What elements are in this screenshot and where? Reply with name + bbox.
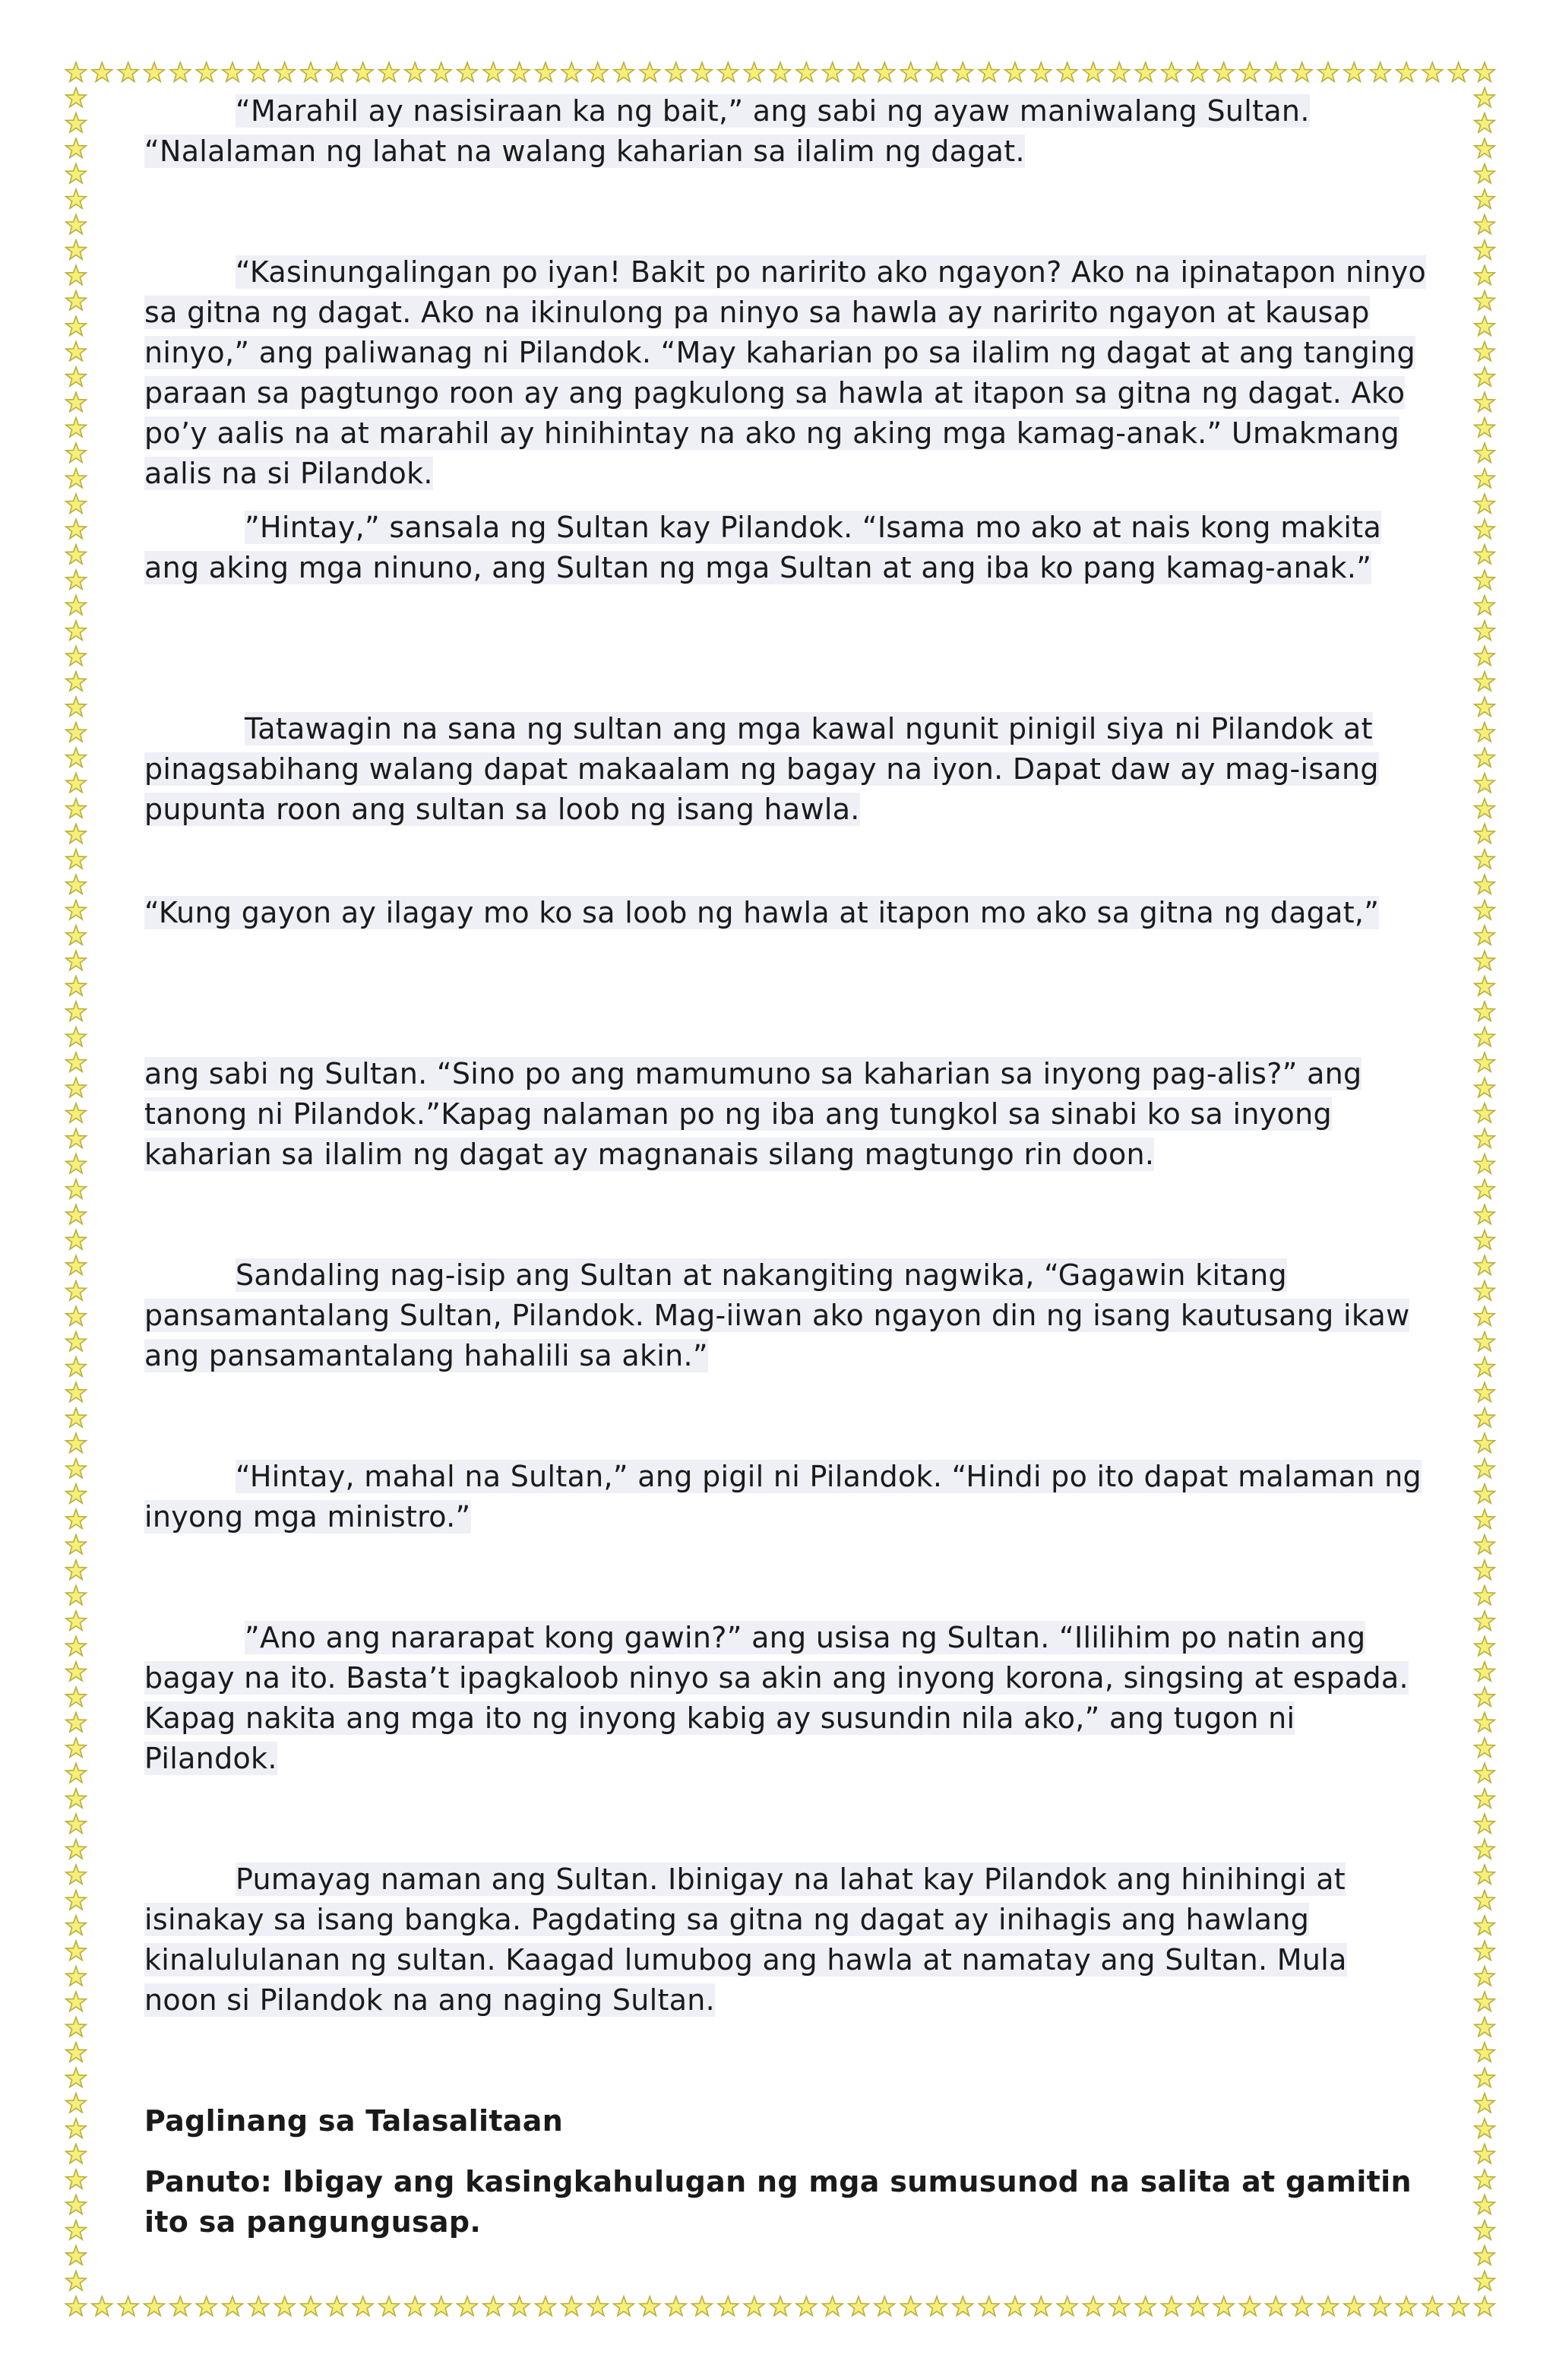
paragraph: Tatawagin na sana ng sultan ang mga kawal ngunit pinigil siya ni Pilandok at pinagsabihang walang dapat makaalam ng bagay na iyon. Dapat daw ay mag-isang pupunta roon ang sultan sa loob ng isang hawla.	[144, 712, 1379, 826]
border-star-icon	[66, 62, 87, 81]
border-star-icon	[66, 87, 87, 106]
border-star-icon	[1475, 1078, 1495, 1097]
border-star-icon	[92, 2296, 112, 2315]
border-star-icon	[1475, 1332, 1495, 1351]
border-star-icon	[66, 469, 87, 488]
border-star-icon	[66, 545, 87, 564]
border-star-icon	[66, 1179, 87, 1198]
border-star-icon	[796, 62, 817, 81]
border-star-icon	[1475, 87, 1495, 106]
border-star-icon	[1422, 62, 1443, 81]
border-star-icon	[66, 672, 87, 691]
border-star-icon	[66, 1738, 87, 1757]
border-star-icon	[1475, 519, 1495, 538]
paragraph: “Hintay, mahal na Sultan,” ang pigil ni Pilandok. “Hindi po ito dapat malaman ng inyong mga ministro.”	[144, 1460, 1422, 1533]
border-star-icon	[1475, 1941, 1495, 1960]
border-star-icon	[953, 2296, 973, 2315]
paragraph: “Marahil ay nasisiraan ka ng bait,” ang sabi ng ayaw maniwalang Sultan. “Nalalaman ng lahat na walang kaharian sa ilalim ng dagat.	[144, 94, 1310, 168]
border-star-icon	[1475, 646, 1495, 665]
border-star-icon	[353, 2296, 373, 2315]
border-star-icon	[66, 1154, 87, 1173]
border-star-icon	[1475, 1916, 1495, 1935]
border-star-icon	[66, 443, 87, 462]
border-star-icon	[1475, 2296, 1495, 2315]
border-star-icon	[1370, 2296, 1390, 2315]
border-star-icon	[1266, 62, 1286, 81]
border-star-icon	[979, 2296, 999, 2315]
border-star-icon	[66, 265, 87, 284]
border-star-icon	[1475, 1509, 1495, 1528]
border-star-icon	[327, 62, 347, 81]
border-star-icon	[1475, 951, 1495, 970]
border-star-icon	[1162, 62, 1182, 81]
border-star-icon	[770, 2296, 791, 2315]
border-star-icon	[66, 1357, 87, 1376]
border-star-icon	[1188, 2296, 1208, 2315]
border-star-icon	[1448, 2296, 1469, 2315]
border-star-icon	[1475, 2271, 1495, 2290]
border-star-icon	[1475, 2094, 1495, 2113]
border-star-icon	[431, 62, 451, 81]
border-star-icon	[666, 62, 686, 81]
border-star-icon	[66, 1230, 87, 1249]
border-star-icon	[66, 1255, 87, 1274]
border-star-icon	[66, 189, 87, 208]
border-star-icon	[457, 2296, 478, 2315]
border-star-icon	[1422, 2296, 1443, 2315]
border-star-icon	[1135, 2296, 1156, 2315]
border-star-icon	[1475, 1103, 1495, 1122]
instruction-text: Panuto: Ibigay ang kasingkahulugan ng mga sumusunod na salita at gamitin ito sa pangungusap.	[144, 2165, 1412, 2239]
border-star-icon	[66, 494, 87, 513]
border-star-icon	[1475, 62, 1495, 81]
border-star-icon	[1475, 926, 1495, 945]
border-star-icon	[1475, 2018, 1495, 2037]
border-star-icon	[66, 1306, 87, 1325]
border-star-icon	[66, 1840, 87, 1859]
border-star-icon	[1475, 1154, 1495, 1173]
border-star-icon	[1109, 2296, 1130, 2315]
border-star-icon	[1266, 2296, 1286, 2315]
border-star-icon	[66, 596, 87, 615]
border-star-icon	[718, 2296, 738, 2315]
border-star-icon	[718, 62, 738, 81]
border-star-icon	[1475, 291, 1495, 310]
border-star-icon	[536, 62, 556, 81]
border-star-icon	[66, 1865, 87, 1884]
border-star-icon	[874, 2296, 895, 2315]
border-star-icon	[1475, 976, 1495, 995]
border-star-icon	[66, 1992, 87, 2011]
border-star-icon	[431, 2296, 451, 2315]
border-star-icon	[587, 2296, 608, 2315]
border-star-icon	[1083, 2296, 1104, 2315]
border-star-icon	[274, 62, 295, 81]
border-star-icon	[1475, 469, 1495, 488]
border-star-icon	[66, 164, 87, 183]
border-star-icon	[66, 570, 87, 589]
border-star-icon	[1475, 1738, 1495, 1757]
border-star-icon	[1475, 1611, 1495, 1630]
border-star-icon	[1475, 164, 1495, 183]
border-star-icon	[66, 2220, 87, 2239]
paragraph: “Kasinungalingan po iyan! Bakit po naririto ako ngayon? Ako na ipinatapon ninyo sa gitna ng dagat. Ako na ikinulong pa ninyo sa hawla ay naririto ngayon at kausap ninyo,” ang paliwanag ni Pilandok. “May kaharian po sa ilalim ng dagat at ang tanging paraan sa pagtungo roon ay ang pagkulong sa hawla at itapon sa gitna ng dagat. Ako po’y aalis na at marahil ay hinihintay na ako ng aking mga kamag-anak.” Umakmang aalis na si Pilandok.	[144, 255, 1427, 490]
border-star-icon	[66, 1078, 87, 1097]
border-star-icon	[640, 2296, 660, 2315]
border-star-icon	[66, 621, 87, 640]
border-star-icon	[66, 799, 87, 818]
border-star-icon	[457, 62, 478, 81]
border-star-icon	[1109, 62, 1130, 81]
border-star-icon	[1396, 2296, 1417, 2315]
border-star-icon	[1005, 2296, 1026, 2315]
border-star-icon	[405, 62, 425, 81]
border-star-icon	[1475, 1967, 1495, 1986]
border-star-icon	[979, 62, 999, 81]
border-star-icon	[666, 2296, 686, 2315]
border-star-icon	[822, 62, 843, 81]
border-star-icon	[1475, 2144, 1495, 2163]
border-star-icon	[1475, 2043, 1495, 2062]
border-star-icon	[66, 367, 87, 386]
border-star-icon	[66, 1484, 87, 1503]
border-star-icon	[1475, 1459, 1495, 1478]
border-star-icon	[66, 1636, 87, 1655]
border-star-icon	[1475, 392, 1495, 411]
border-star-icon	[1292, 62, 1312, 81]
border-star-icon	[66, 646, 87, 665]
border-star-icon	[1475, 824, 1495, 843]
border-star-icon	[1292, 2296, 1312, 2315]
border-star-icon	[1475, 1865, 1495, 1884]
border-star-icon	[66, 316, 87, 335]
border-star-icon	[1135, 62, 1156, 81]
border-star-icon	[692, 2296, 713, 2315]
border-star-icon	[1475, 900, 1495, 919]
border-star-icon	[1475, 1128, 1495, 1147]
border-star-icon	[66, 1662, 87, 1681]
border-star-icon	[1475, 1408, 1495, 1427]
border-star-icon	[248, 2296, 269, 2315]
border-star-icon	[66, 2094, 87, 2113]
border-star-icon	[1475, 1687, 1495, 1706]
border-star-icon	[692, 62, 713, 81]
border-star-icon	[66, 240, 87, 259]
border-star-icon	[1475, 2068, 1495, 2087]
border-star-icon	[1475, 240, 1495, 259]
paragraph: Sandaling nag-isip ang Sultan at nakangiting nagwika, “Gagawin kitang pansamantalang Sultan, Pilandok. Mag-iiwan ako ngayon din ng isang kautusang ikaw ang pansamantalang hahalili sa akin.”	[144, 1258, 1410, 1372]
border-star-icon	[66, 342, 87, 361]
border-star-icon	[66, 723, 87, 742]
border-star-icon	[1475, 189, 1495, 208]
border-star-icon	[1475, 1002, 1495, 1021]
border-star-icon	[1240, 62, 1260, 81]
border-star-icon	[66, 1408, 87, 1427]
border-star-icon	[953, 62, 973, 81]
border-star-icon	[1188, 62, 1208, 81]
border-star-icon	[587, 62, 608, 81]
border-star-icon	[66, 1509, 87, 1528]
border-star-icon	[1475, 265, 1495, 284]
border-star-icon	[66, 951, 87, 970]
border-star-icon	[1475, 1281, 1495, 1300]
paragraph: ”Ano ang nararapat kong gawin?” ang usisa ng Sultan. “Ililihim po natin ang bagay na ito. Basta’t ipagkaloob ninyo sa akin ang inyong korona, singsing at espada. Kapag nakita ang mga ito ng inyong kabig ay susundin nila ako,” ang tugon ni Pilandok.	[144, 1621, 1409, 1775]
border-star-icon	[1475, 621, 1495, 640]
border-star-icon	[66, 2068, 87, 2087]
border-star-icon	[66, 2119, 87, 2138]
border-star-icon	[1475, 1027, 1495, 1046]
border-star-icon	[900, 62, 921, 81]
border-star-icon	[66, 1891, 87, 1910]
paragraph: “Kung gayon ay ilagay mo ko sa loob ng hawla at itapon mo ako sa gitna ng dagat,”	[144, 896, 1380, 929]
border-star-icon	[1475, 1662, 1495, 1681]
border-star-icon	[66, 2271, 87, 2290]
border-star-icon	[849, 2296, 869, 2315]
border-star-icon	[327, 2296, 347, 2315]
border-star-icon	[1475, 418, 1495, 437]
border-star-icon	[66, 1204, 87, 1223]
border-star-icon	[1162, 2296, 1182, 2315]
border-star-icon	[66, 748, 87, 767]
border-star-icon	[1475, 367, 1495, 386]
border-star-icon	[66, 215, 87, 234]
border-star-icon	[144, 2296, 165, 2315]
border-star-icon	[509, 62, 530, 81]
border-star-icon	[822, 2296, 843, 2315]
border-star-icon	[223, 62, 243, 81]
border-star-icon	[66, 976, 87, 995]
border-star-icon	[1475, 1636, 1495, 1655]
border-star-icon	[509, 2296, 530, 2315]
border-star-icon	[66, 392, 87, 411]
border-star-icon	[1213, 2296, 1234, 2315]
border-star-icon	[196, 62, 217, 81]
border-star-icon	[66, 1789, 87, 1808]
border-star-icon	[1475, 723, 1495, 742]
border-star-icon	[66, 291, 87, 310]
border-star-icon	[1344, 62, 1365, 81]
border-star-icon	[1083, 62, 1104, 81]
border-star-icon	[1475, 1052, 1495, 1071]
border-star-icon	[170, 62, 191, 81]
border-star-icon	[1240, 2296, 1260, 2315]
border-star-icon	[1475, 1484, 1495, 1503]
border-star-icon	[1370, 62, 1390, 81]
border-star-icon	[1475, 799, 1495, 818]
border-star-icon	[66, 1052, 87, 1071]
border-star-icon	[66, 850, 87, 869]
border-star-icon	[66, 2245, 87, 2264]
border-star-icon	[614, 62, 634, 81]
border-star-icon	[1448, 62, 1469, 81]
border-star-icon	[1475, 2220, 1495, 2239]
border-star-icon	[405, 2296, 425, 2315]
border-star-icon	[744, 62, 764, 81]
border-star-icon	[66, 1002, 87, 1021]
border-star-icon	[66, 1332, 87, 1351]
border-star-icon	[483, 2296, 504, 2315]
border-star-icon	[1475, 748, 1495, 767]
section-title: Paglinang sa Talasalitaan	[144, 2104, 564, 2138]
border-star-icon	[66, 1763, 87, 1782]
border-star-icon	[1475, 2245, 1495, 2264]
border-star-icon	[66, 824, 87, 843]
border-star-icon	[248, 62, 269, 81]
border-star-icon	[1475, 1255, 1495, 1274]
border-star-icon	[274, 2296, 295, 2315]
paragraph: ”Hintay,” sansala ng Sultan kay Pilandok. “Isama mo ako at nais kong makita ang aking mga ninuno, ang Sultan ng mga Sultan at ang iba ko pang kamag-anak.”	[144, 511, 1382, 584]
border-star-icon	[1475, 774, 1495, 793]
border-star-icon	[1475, 1306, 1495, 1325]
border-star-icon	[66, 2043, 87, 2062]
border-star-icon	[1475, 1357, 1495, 1376]
border-star-icon	[640, 62, 660, 81]
border-star-icon	[66, 519, 87, 538]
border-star-icon	[66, 1027, 87, 1046]
border-star-icon	[66, 1687, 87, 1706]
border-star-icon	[1475, 1840, 1495, 1859]
border-star-icon	[66, 113, 87, 132]
border-star-icon	[118, 62, 138, 81]
border-star-icon	[1475, 1763, 1495, 1782]
border-star-icon	[301, 2296, 321, 2315]
border-star-icon	[66, 1433, 87, 1452]
border-star-icon	[1475, 113, 1495, 132]
border-star-icon	[66, 2296, 87, 2315]
border-star-icon	[900, 2296, 921, 2315]
border-star-icon	[1057, 62, 1077, 81]
border-star-icon	[1396, 62, 1417, 81]
border-star-icon	[353, 62, 373, 81]
border-star-icon	[118, 2296, 138, 2315]
border-star-icon	[1475, 1560, 1495, 1579]
border-star-icon	[1475, 1814, 1495, 1833]
border-star-icon	[1475, 850, 1495, 869]
border-star-icon	[770, 62, 791, 81]
border-star-icon	[1475, 1204, 1495, 1223]
border-star-icon	[1475, 1713, 1495, 1732]
border-star-icon	[796, 2296, 817, 2315]
border-star-icon	[66, 418, 87, 437]
paragraph: ang sabi ng Sultan. “Sino po ang mamumuno sa kaharian sa inyong pag-alis?” ang tanong ni Pilandok.”Kapag nalaman po ng iba ang tungkol sa sinabi ko sa inyong kaharian sa ilalim ng dagat ay magnanais silang magtungo rin doon.	[144, 1057, 1362, 1171]
border-star-icon	[1475, 2170, 1495, 2189]
border-star-icon	[379, 62, 400, 81]
border-star-icon	[66, 1535, 87, 1554]
border-star-icon	[1057, 2296, 1077, 2315]
border-star-icon	[536, 2296, 556, 2315]
border-star-icon	[614, 2296, 634, 2315]
border-star-icon	[1475, 1789, 1495, 1808]
border-star-icon	[1475, 672, 1495, 691]
border-star-icon	[66, 1128, 87, 1147]
border-star-icon	[483, 62, 504, 81]
border-star-icon	[66, 1586, 87, 1605]
border-star-icon	[744, 2296, 764, 2315]
border-star-icon	[144, 62, 165, 81]
border-star-icon	[1475, 570, 1495, 589]
border-star-icon	[1475, 596, 1495, 615]
border-star-icon	[379, 2296, 400, 2315]
border-star-icon	[66, 1814, 87, 1833]
border-star-icon	[66, 2195, 87, 2214]
border-star-icon	[1475, 1433, 1495, 1452]
border-star-icon	[1475, 697, 1495, 716]
border-star-icon	[1475, 1992, 1495, 2011]
border-star-icon	[1475, 2195, 1495, 2214]
border-star-icon	[1475, 545, 1495, 564]
border-star-icon	[301, 62, 321, 81]
border-star-icon	[1475, 1535, 1495, 1554]
border-star-icon	[874, 62, 895, 81]
border-star-icon	[66, 1560, 87, 1579]
border-star-icon	[1475, 1891, 1495, 1910]
border-star-icon	[1318, 2296, 1339, 2315]
border-star-icon	[223, 2296, 243, 2315]
border-star-icon	[1475, 443, 1495, 462]
border-star-icon	[66, 2018, 87, 2037]
border-star-icon	[1318, 62, 1339, 81]
border-star-icon	[1475, 215, 1495, 234]
border-star-icon	[1475, 1179, 1495, 1198]
border-star-icon	[66, 1967, 87, 1986]
border-star-icon	[1031, 2296, 1052, 2315]
border-star-icon	[1475, 342, 1495, 361]
border-star-icon	[849, 62, 869, 81]
border-star-icon	[1344, 2296, 1365, 2315]
border-star-icon	[1475, 316, 1495, 335]
paragraph: Pumayag naman ang Sultan. Ibinigay na lahat kay Pilandok ang hinihingi at isinakay sa isang bangka. Pagdating sa gitna ng dagat ay inihagis ang hawlang kinalululanan ng sultan. Kaagad lumubog ang hawla at namatay ang Sultan. Mula noon si Pilandok na ang naging Sultan.	[144, 1863, 1347, 2017]
border-star-icon	[66, 1916, 87, 1935]
border-star-icon	[66, 900, 87, 919]
border-star-icon	[1213, 62, 1234, 81]
border-star-icon	[1005, 62, 1026, 81]
border-star-icon	[66, 1713, 87, 1732]
border-star-icon	[66, 2144, 87, 2163]
border-star-icon	[66, 1103, 87, 1122]
border-star-icon	[66, 697, 87, 716]
border-star-icon	[1475, 1382, 1495, 1401]
border-star-icon	[1475, 1586, 1495, 1605]
border-star-icon	[927, 62, 947, 81]
border-star-icon	[66, 875, 87, 894]
border-star-icon	[170, 2296, 191, 2315]
border-star-icon	[66, 1459, 87, 1478]
border-star-icon	[561, 2296, 582, 2315]
border-star-icon	[1475, 1230, 1495, 1249]
border-star-icon	[561, 62, 582, 81]
border-star-icon	[1475, 875, 1495, 894]
border-star-icon	[1031, 62, 1052, 81]
border-star-icon	[66, 774, 87, 793]
border-star-icon	[92, 62, 112, 81]
border-star-icon	[196, 2296, 217, 2315]
border-star-icon	[66, 1281, 87, 1300]
border-star-icon	[1475, 494, 1495, 513]
border-star-icon	[66, 2170, 87, 2189]
border-star-icon	[1475, 2119, 1495, 2138]
border-star-icon	[927, 2296, 947, 2315]
border-star-icon	[66, 1382, 87, 1401]
border-star-icon	[66, 1611, 87, 1630]
border-star-icon	[1475, 138, 1495, 157]
border-star-icon	[66, 926, 87, 945]
border-star-icon	[66, 138, 87, 157]
border-star-icon	[66, 1941, 87, 1960]
